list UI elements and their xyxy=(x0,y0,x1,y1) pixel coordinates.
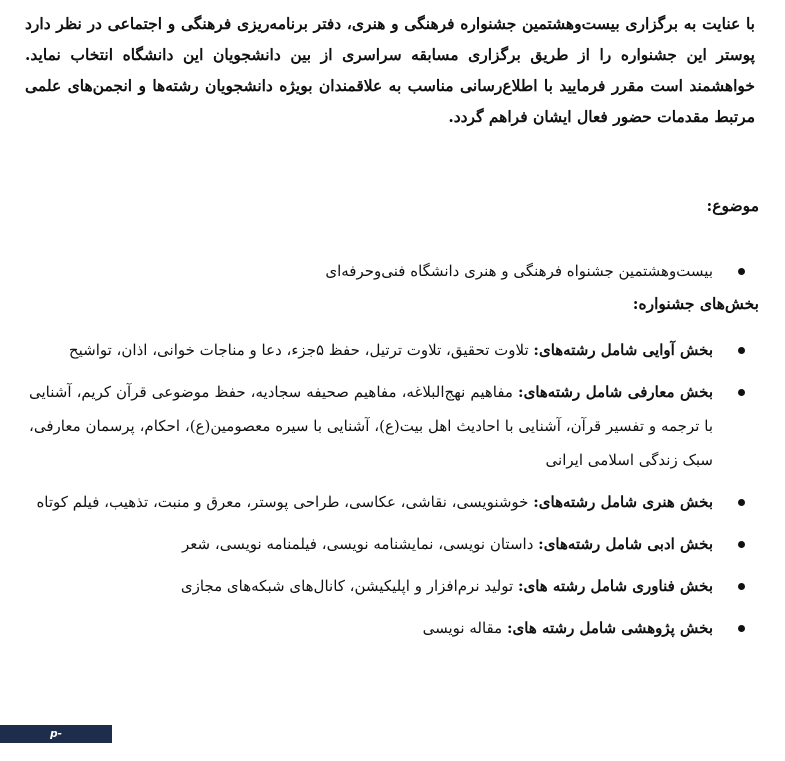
section-label: بخش آوایی شامل رشته‌های: xyxy=(533,341,713,359)
section-text: مقاله نویسی xyxy=(422,619,503,637)
list-item xyxy=(29,375,749,477)
list-item xyxy=(29,485,749,519)
bullet-icon xyxy=(738,583,745,590)
list-item xyxy=(29,254,749,288)
topic-heading: موضوع: xyxy=(706,196,759,215)
bullet-icon xyxy=(738,541,745,548)
section-text: مفاهیم نهج‌البلاغه، مفاهیم صحیفه سجادیه، حفظ موضوعی قرآن کریم، آشنایی با ترجمه و تفسیر قرآن، آشنایی با احادیث اهل بیت(ع)، آشنایی با سیره معصومین(ع)، احکام، پرسمان معارفی، سبک زندگی اسلامی ایرانی xyxy=(29,383,713,469)
section-label: بخش ادبی شامل رشته‌های: xyxy=(538,535,713,553)
list-item xyxy=(29,569,749,603)
section-text: خوشنویسی، نقاشی، عکاسی، طراحی پوستر، معرق و منبت، تذهیب، فیلم کوتاه xyxy=(36,493,529,511)
section-label: بخش پژوهشی شامل رشته های: xyxy=(506,619,713,637)
section-text: تلاوت تحقیق، تلاوت ترتیل، حفظ ۵جزء، دعا و مناجات خوانی، اذان، تواشیح xyxy=(68,341,529,359)
bullet-icon xyxy=(738,268,745,275)
section-label: بخش هنری شامل رشته‌های: xyxy=(533,493,713,511)
intro-paragraph: با عنایت به برگزاری بیست‌وهشتمین جشنواره فرهنگی و هنری، دفتر برنامه‌ریزی فرهنگی و اجتماعی در نظر دارد پوستر این جشنواره را از طریق برگزاری مسابقه سراسری از بین دانشجویان این دانشگاه انتخاب نماید. خواهشمند است مقرر فرمایید با اطلاع‌رسانی مناسب به علاقمندان بویژه دانشجویان رشته‌ها و انجمن‌های علمی مرتبط مقدمات حضور فعال ایشان فراهم گردد. xyxy=(25,14,755,126)
section-text: داستان نویسی، نمایشنامه نویسی، فیلمنامه نویسی، شعر xyxy=(182,535,534,553)
sections-heading: بخش‌های جشنواره: xyxy=(632,294,759,313)
section-label: بخش معارفی شامل رشته‌های: xyxy=(518,383,713,401)
list-item xyxy=(29,527,749,561)
site-watermark: p-borujerd.nus.ac.ir xyxy=(0,725,112,743)
section-text: تولید نرم‌افزار و اپلیکیشن، کانال‌های شبکه‌های مجازی xyxy=(180,577,514,595)
bullet-icon xyxy=(738,347,745,354)
bullet-icon xyxy=(738,389,745,396)
topic-text: بیست‌وهشتمین جشنواه فرهنگی و هنری دانشگاه فنی‌وحرفه‌ای xyxy=(325,262,713,280)
sections-list xyxy=(29,333,749,653)
list-item xyxy=(29,333,749,367)
topic-list xyxy=(29,254,749,288)
list-item xyxy=(29,611,749,645)
section-label: بخش فناوری شامل رشته های: xyxy=(517,577,713,595)
bullet-icon xyxy=(738,499,745,506)
bullet-icon xyxy=(738,625,745,632)
